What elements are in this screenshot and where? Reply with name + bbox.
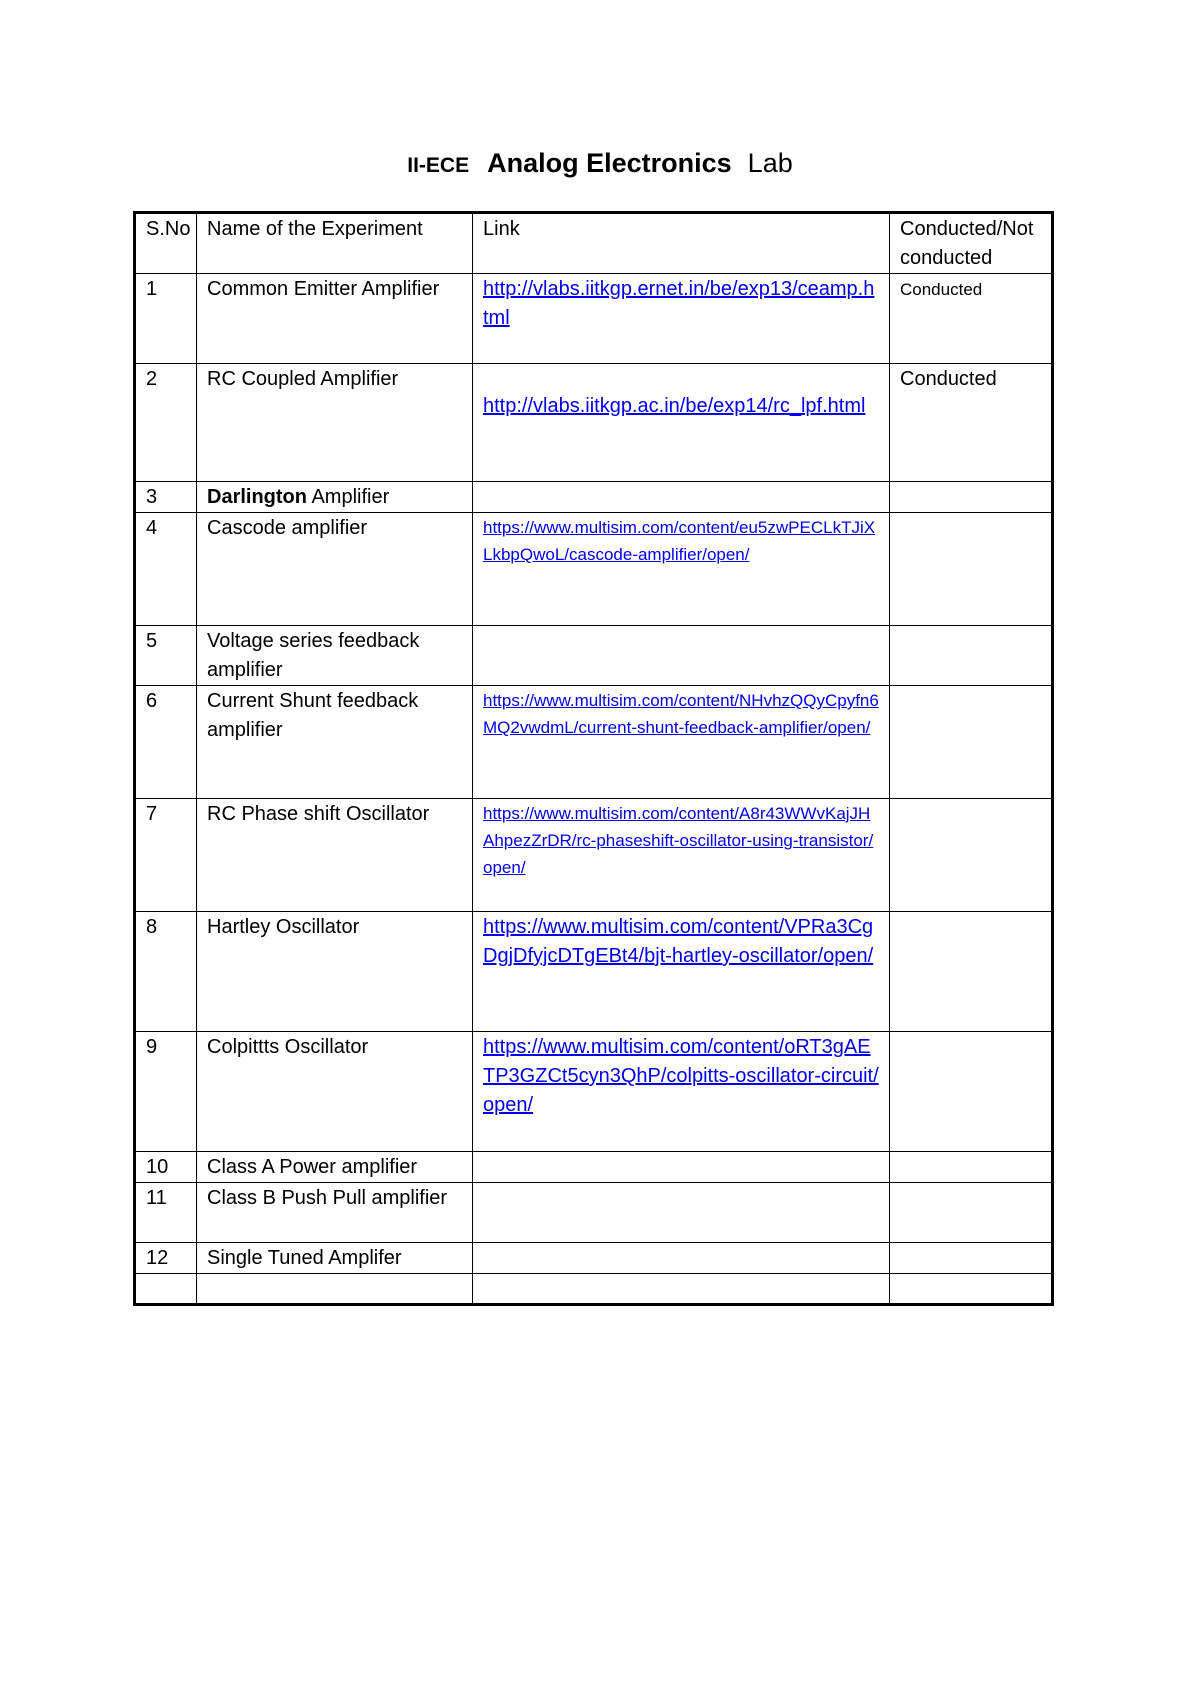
table-row [135,912,1053,1032]
row-status [890,1183,1053,1243]
row-sno: 2 [135,364,197,482]
row-status: Conducted [890,364,1053,482]
row-link-cell [473,1183,890,1243]
table-row [135,364,1053,482]
row-link-cell [473,274,890,364]
table-row [135,799,1053,912]
empty-cell [135,1274,197,1305]
row-name: Colpittts Oscillator [197,1032,473,1152]
title-suffix: Lab [747,148,793,178]
row-sno: 10 [135,1152,197,1183]
row-status [890,482,1053,513]
row-status [890,1152,1053,1183]
row-status [890,626,1053,686]
header-link: Link [473,213,890,274]
empty-cell [473,1274,890,1305]
empty-cell [890,1274,1053,1305]
row-status [890,513,1053,626]
row-sno: 5 [135,626,197,686]
row-status [890,1032,1053,1152]
row-status [890,799,1053,912]
table-row [135,626,1053,686]
row-link-cell [473,1032,890,1152]
row-name: Single Tuned Amplifer [197,1243,473,1274]
row-link-cell [473,513,890,626]
row-sno: 7 [135,799,197,912]
row-status [890,686,1053,799]
experiment-link[interactable]: https://www.multisim.com/content/eu5zwPECLkTJiXLkbpQwoL/cascode-amplifier/open/ [483,518,876,564]
experiment-link[interactable]: http://vlabs.iitkgp.ac.in/be/exp14/rc_lpf.html [483,395,866,417]
row-name: Current Shunt feedback amplifier [197,686,473,799]
row-link-cell [473,1243,890,1274]
experiment-link[interactable]: https://www.multisim.com/content/oRT3gAETP3GZCt5cyn3QhP/colpitts-oscillator-circuit/open/ [483,1036,879,1116]
header-status: Conducted/Not conducted [890,213,1053,274]
title-main: Analog Electronics [487,148,732,178]
empty-cell [197,1274,473,1305]
experiment-link[interactable]: https://www.multisim.com/content/NHvhzQQyCpyfn6MQ2vwdmL/current-shunt-feedback-amplifier/open/ [483,691,879,737]
row-sno: 4 [135,513,197,626]
row-sno: 9 [135,1032,197,1152]
row-link-cell [473,482,890,513]
header-name: Name of the Experiment [197,213,473,274]
row-sno: 1 [135,274,197,364]
table-header-row [135,213,1053,274]
row-link-cell [473,912,890,1032]
row-name: RC Phase shift Oscillator [197,799,473,912]
experiment-link[interactable]: http://vlabs.iitkgp.ernet.in/be/exp13/ceamp.html [483,278,875,329]
row-name-bold: Darlington [207,486,307,508]
row-name: Cascode amplifier [197,513,473,626]
title-prefix: II-ECE [407,154,470,177]
row-link-cell [473,799,890,912]
row-sno: 11 [135,1183,197,1243]
row-sno: 3 [135,482,197,513]
row-link-cell [473,686,890,799]
row-status [890,1243,1053,1274]
row-name [197,482,473,513]
row-name: RC Coupled Amplifier [197,364,473,482]
table-row [135,1183,1053,1243]
experiments-table [133,211,1054,1306]
row-link-cell [473,364,890,482]
row-sno: 8 [135,912,197,1032]
row-name: Voltage series feedback amplifier [197,626,473,686]
table-row [135,1152,1053,1183]
row-sno: 6 [135,686,197,799]
row-name-rest: Amplifier [307,486,390,508]
experiment-link[interactable]: https://www.multisim.com/content/A8r43WWvKajJHAhpezZrDR/rc-phaseshift-oscillator-using-transistor/open/ [483,804,874,877]
row-name: Class A Power amplifier [197,1152,473,1183]
experiment-link[interactable]: https://www.multisim.com/content/VPRa3CgDgjDfyjcDTgEBt4/bjt-hartley-oscillator/open/ [483,916,874,967]
row-status [890,912,1053,1032]
row-name: Common Emitter Amplifier [197,274,473,364]
header-sno: S.No [135,213,197,274]
table-row [135,482,1053,513]
row-status: Conducted [890,274,1053,364]
row-name: Class B Push Pull amplifier [197,1183,473,1243]
row-name: Hartley Oscillator [197,912,473,1032]
row-link-cell [473,1152,890,1183]
empty-row [135,1274,1053,1305]
table-row [135,1243,1053,1274]
table-row [135,513,1053,626]
row-sno: 12 [135,1243,197,1274]
page-title [0,148,1200,179]
table-row [135,686,1053,799]
table-row [135,274,1053,364]
row-link-cell [473,626,890,686]
table-row [135,1032,1053,1152]
